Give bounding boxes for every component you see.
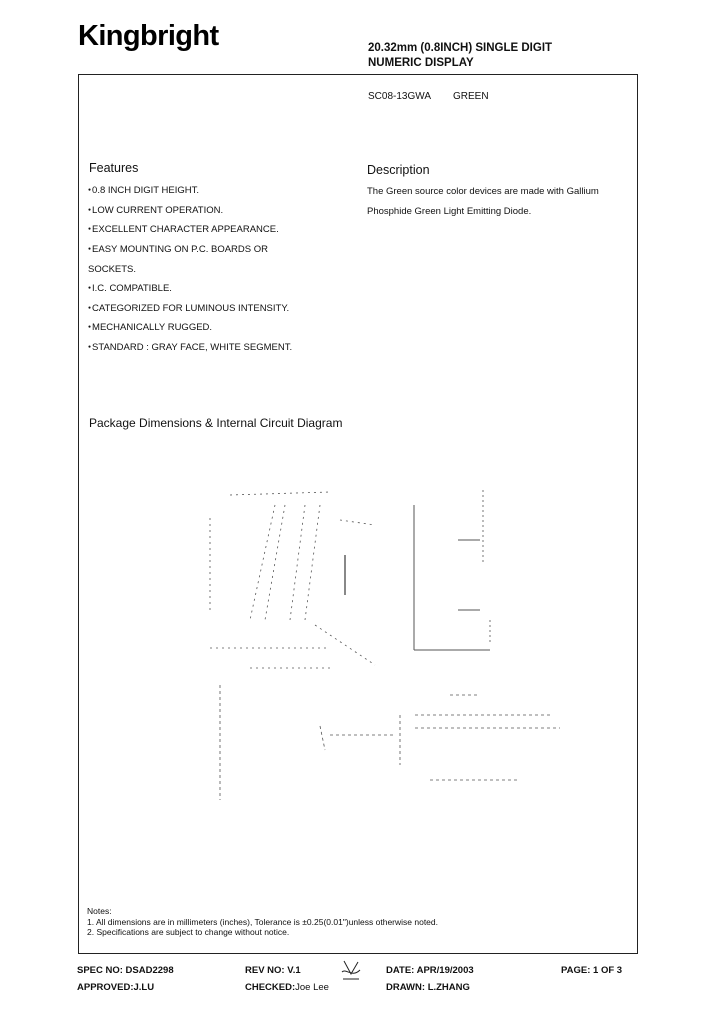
- notes-heading: Notes:: [87, 906, 112, 916]
- description-line-2: Phosphide Green Light Emitting Diode.: [367, 206, 532, 217]
- feature-item-continued: SOCKETS.: [88, 263, 137, 275]
- feature-item: ● EASY MOUNTING ON P.C. BOARDS OR: [88, 240, 292, 260]
- feature-item: ● I.C. COMPATIBLE.: [88, 279, 292, 299]
- date: DATE: APR/19/2003: [386, 965, 474, 976]
- feature-item: ● CATEGORIZED FOR LUMINOUS INTENSITY.: [88, 299, 292, 319]
- note-2: 2. Specifications are subject to change without notice.: [87, 927, 290, 937]
- description-line-1: The Green source color devices are made with Gallium: [367, 186, 599, 197]
- notes-block: [87, 906, 438, 938]
- checked-label: CHECKED:: [245, 982, 296, 993]
- kingbright-logo: Kingbright: [78, 20, 219, 52]
- frame-border-right: [637, 74, 638, 954]
- title-line-2: NUMERIC DISPLAY: [368, 57, 474, 69]
- feature-item: ● MECHANICALLY RUGGED.: [88, 318, 292, 338]
- features-list: [88, 181, 292, 358]
- part-number: SC08-13GWA: [368, 91, 431, 102]
- pin-connection-view: [220, 685, 560, 800]
- feature-item: ● EXCELLENT CHARACTER APPEARANCE.: [88, 220, 292, 240]
- features-heading: Features: [89, 161, 139, 175]
- side-view-outline: [345, 505, 490, 650]
- page-number: PAGE: 1 OF 3: [561, 965, 623, 976]
- frame-border-top: [78, 74, 638, 75]
- description-text: [367, 182, 637, 222]
- emitting-color: GREEN: [453, 91, 489, 102]
- checked-value: Joe Lee: [295, 982, 329, 993]
- spec-number: SPEC NO: DSAD2298: [77, 965, 174, 976]
- checked-by: [245, 982, 329, 993]
- feature-item: ● LOW CURRENT OPERATION.: [88, 201, 292, 221]
- feature-item: ● STANDARD : GRAY FACE, WHITE SEGMENT.: [88, 338, 292, 358]
- document-title: [368, 41, 552, 71]
- title-line-1: 20.32mm (0.8INCH) SINGLE DIGIT: [368, 42, 553, 54]
- package-heading: Package Dimensions & Internal Circuit Diagram: [89, 416, 343, 430]
- side-view-dimensions: [483, 490, 490, 645]
- signature-mark: [340, 958, 362, 982]
- frame-border-left: [78, 74, 79, 954]
- feature-item: ● 0.8 INCH DIGIT HEIGHT.: [88, 181, 292, 201]
- package-dimension-drawing: [190, 470, 570, 810]
- note-1: 1. All dimensions are in millimeters (inches), Tolerance is ±0.25(0.01")unless otherwise noted.: [87, 916, 438, 927]
- description-heading: Description: [367, 163, 430, 177]
- front-view-outline: [210, 492, 375, 668]
- revision-number: REV NO: V.1: [245, 965, 301, 976]
- frame-border-bottom: [78, 953, 638, 954]
- drawn-by: DRAWN: L.ZHANG: [386, 982, 470, 993]
- approved-by: APPROVED:J.LU: [77, 982, 155, 993]
